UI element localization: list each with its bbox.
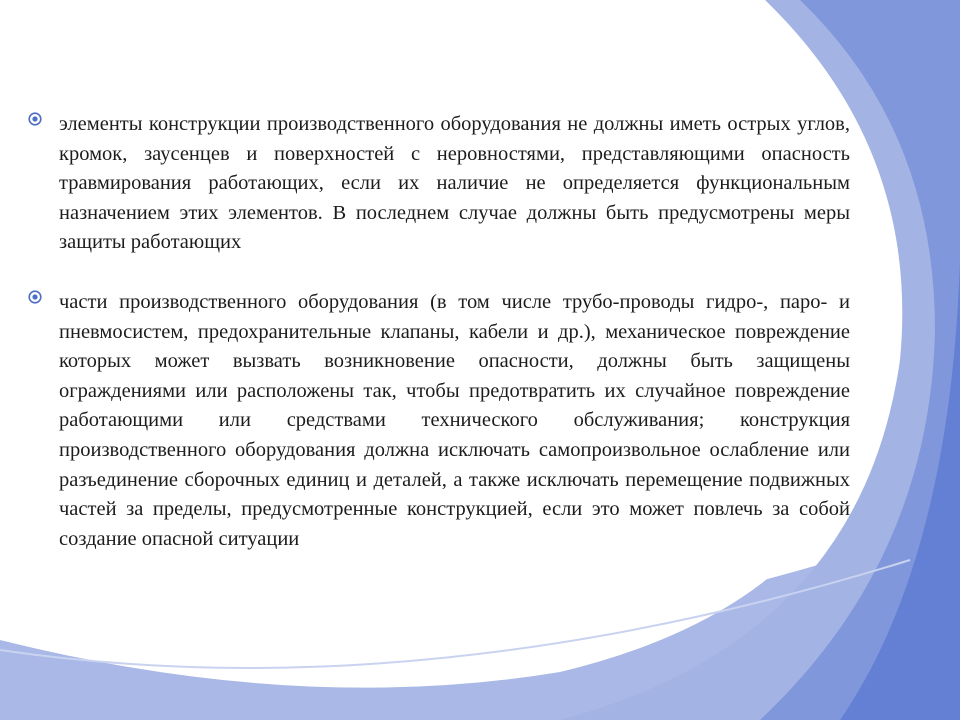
bullet-text-1: элементы конструкции производственного оборудования не должны иметь острых углов, кромок, заусенцев и поверхностей с неровностями, представляющими опасность травмирования работающих, если их наличие не определяется функциональным назначением этих элементов. В последнем случае должны быть предусмотрены меры защиты работающих <box>59 113 850 254</box>
bullet-item-1 <box>28 110 850 258</box>
circle-target-icon <box>28 290 42 304</box>
bullet-item-2 <box>28 288 850 554</box>
slide-content <box>28 110 850 584</box>
bullet-text-2: части производственного оборудования (в том числе трубо-проводы гидро-, паро- и пневмосистем, предохранительные клапаны, кабели и др.), механическое повреждение которых может вызвать возникновение опасности, должны быть защищены ограждениями или расположены так, чтобы предотвратить их случайное повреждение работающими или средствами технического обслуживания; конструкция производственного оборудования должна исключать самопроизвольное ослабление или разъединение сборочных единиц и деталей, а также исключать перемещение подвижных частей за пределы, предусмотренные конструкцией, если это может повлечь за собой создание опасной ситуации <box>59 290 850 550</box>
circle-target-icon <box>28 112 42 126</box>
